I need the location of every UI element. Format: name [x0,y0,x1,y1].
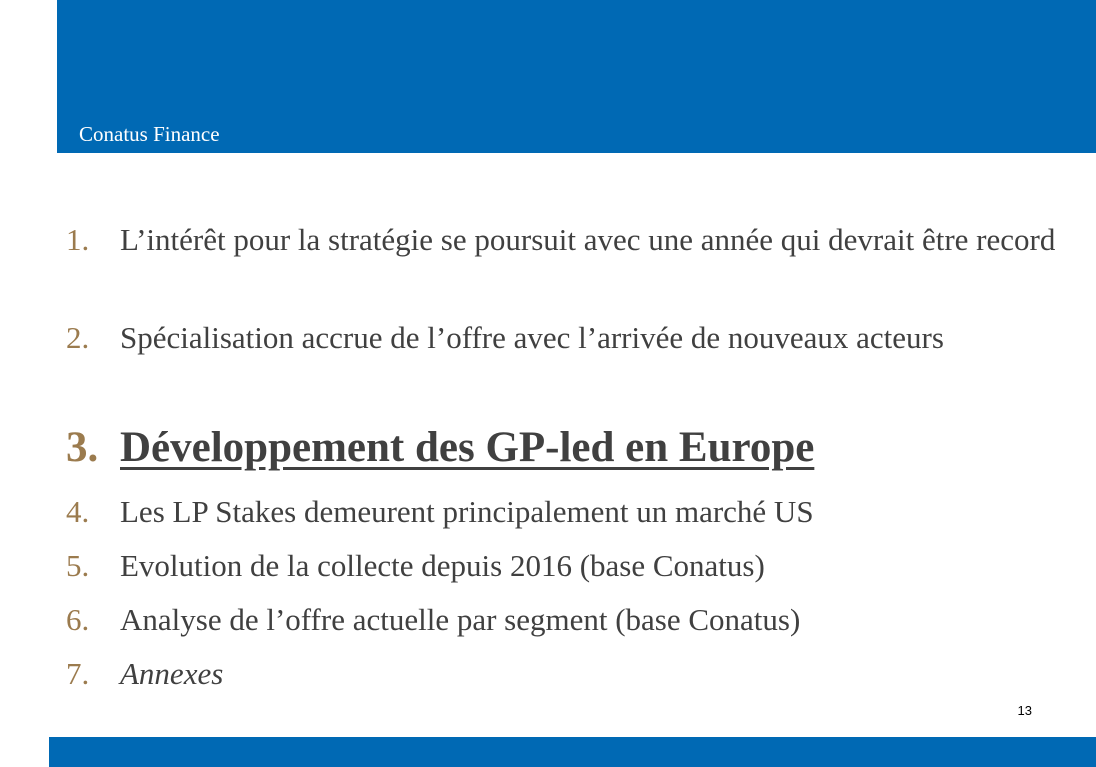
agenda-item-7 [66,652,1056,696]
agenda-item-number: 5. [66,548,90,583]
footer-bar [49,737,1096,767]
agenda-item-text: Annexes [120,656,224,691]
agenda-item-2 [66,316,1056,360]
agenda-item-text: Les LP Stakes demeurent principalement un marché US [120,494,814,529]
agenda-item-number: 6. [66,602,90,637]
brand-name: Conatus Finance [79,122,220,146]
agenda-item-number: 2. [66,320,90,355]
agenda-item-text: Développement des GP-led en Europe [120,424,815,471]
agenda-item-text: L’intérêt pour la stratégie se poursuit avec une année qui devrait être record [120,222,1056,257]
agenda-item-text: Evolution de la collecte depuis 2016 (base Conatus) [120,548,765,583]
page-number: 13 [1017,703,1032,718]
agenda-item-4 [66,490,1056,534]
agenda-item-3-current [66,423,1056,473]
agenda-item-6 [66,598,1056,642]
agenda-item-text: Analyse de l’offre actuelle par segment (base Conatus) [120,602,801,637]
agenda-item-number: 7. [66,656,90,691]
agenda-item-number: 1. [66,222,90,257]
agenda-item-text: Spécialisation accrue de l’offre avec l’arrivée de nouveaux acteurs [120,320,944,355]
agenda-item-number: 4. [66,494,90,529]
agenda-item-1 [66,218,1056,262]
agenda-item-5 [66,544,1056,588]
agenda-item-number: 3. [66,424,99,471]
